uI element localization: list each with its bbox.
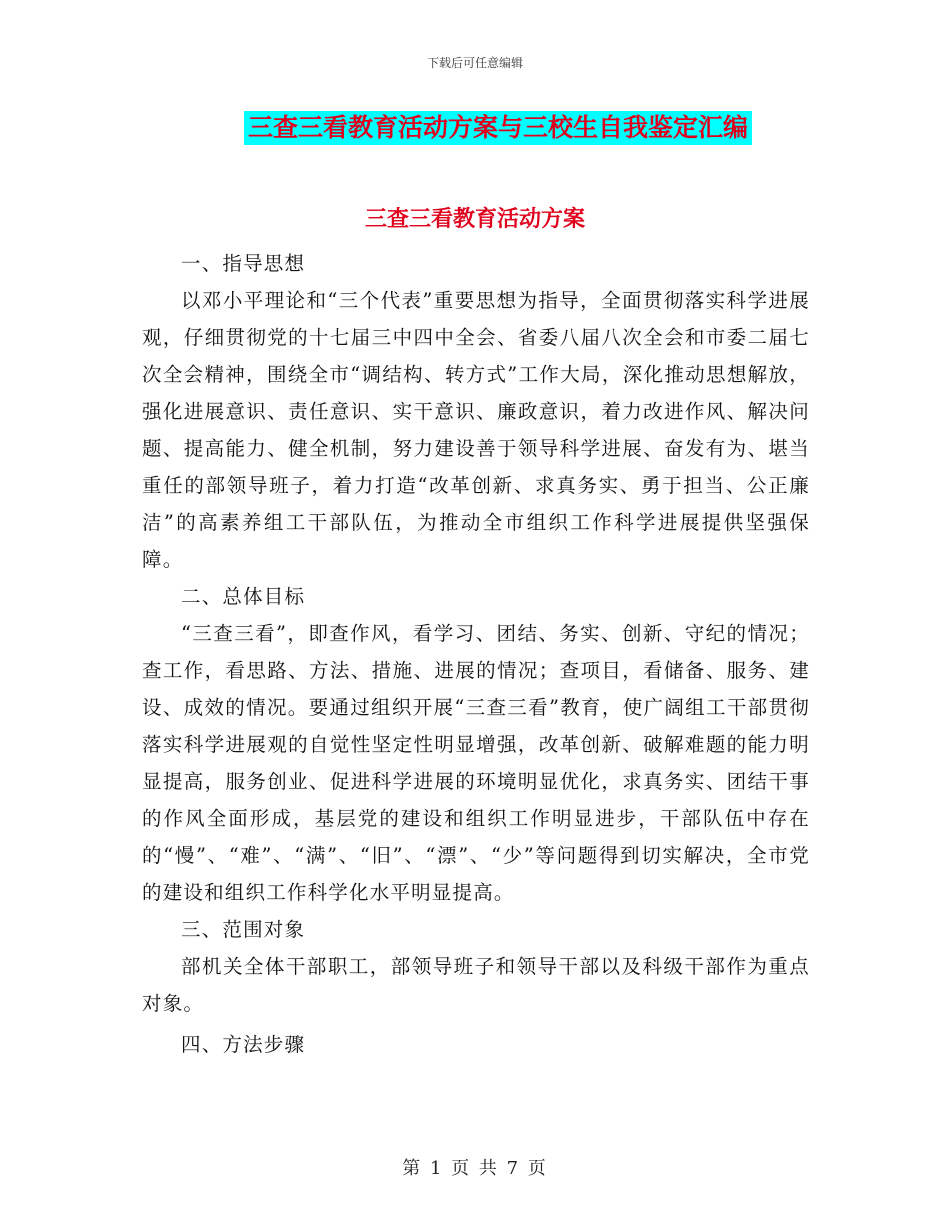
section-title: 三查三看教育活动方案	[364, 207, 585, 232]
paragraph-scope: 部机关全体干部职工，部领导班子和领导干部以及科级干部作为重点对象。	[142, 955, 810, 1015]
heading-scope: 三、范围对象	[181, 918, 306, 941]
paragraph-overall-goal: “三查三看”，即查作风，看学习、团结、务实、创新、守纪的情况；查工作，看思路、方法、措施、进展的情况；查项目，看储备、服务、建设、成效的情况。要通过组织开展“三查三看”教育，使广阔组工干部贯彻落实科学进展观的自觉性坚定性明显增强，改革创新、破解难题的能力明显提高，服务创业、促进科学进展的环境明显优化，求真务实、团结干事的作风全面形成，基层党的建设和组织工作明显进步，干部队伍中存在的“慢”、“难”、“满”、“旧”、“漂”、“少”等问题得到切实解决，全市党的建设和组织工作科学化水平明显提高。	[142, 622, 810, 904]
heading-overall-goal: 二、总体目标	[181, 585, 306, 608]
heading-guiding-ideology: 一、指导思想	[181, 252, 306, 275]
document-body	[142, 245, 810, 1063]
heading-methods: 四、方法步骤	[181, 1033, 306, 1056]
main-title: 三查三看教育活动方案与三校生自我鉴定汇编	[244, 111, 752, 145]
paragraph-guiding-ideology: 以邓小平理论和“三个代表”重要思想为指导，全面贯彻落实科学进展观，仔细贯彻党的十七届三中四中全会、省委八届八次全会和市委二届七次全会精神，围绕全市“调结构、转方式”工作大局，深化推动思想解放，强化进展意识、责任意识、实干意识、廉政意识，着力改进作风、解决问题、提高能力、健全机制，努力建设善于领导科学进展、奋发有为、堪当重任的部领导班子，着力打造“改革创新、求真务实、勇于担当、公正廉洁”的高素养组工干部队伍，为推动全市组织工作科学进展提供坚强保障。	[142, 289, 810, 571]
main-title-wrap	[0, 111, 950, 145]
page-footer: 第 1 页 共 7 页	[402, 1158, 548, 1179]
header-note: 下载后可任意编辑	[426, 56, 523, 70]
